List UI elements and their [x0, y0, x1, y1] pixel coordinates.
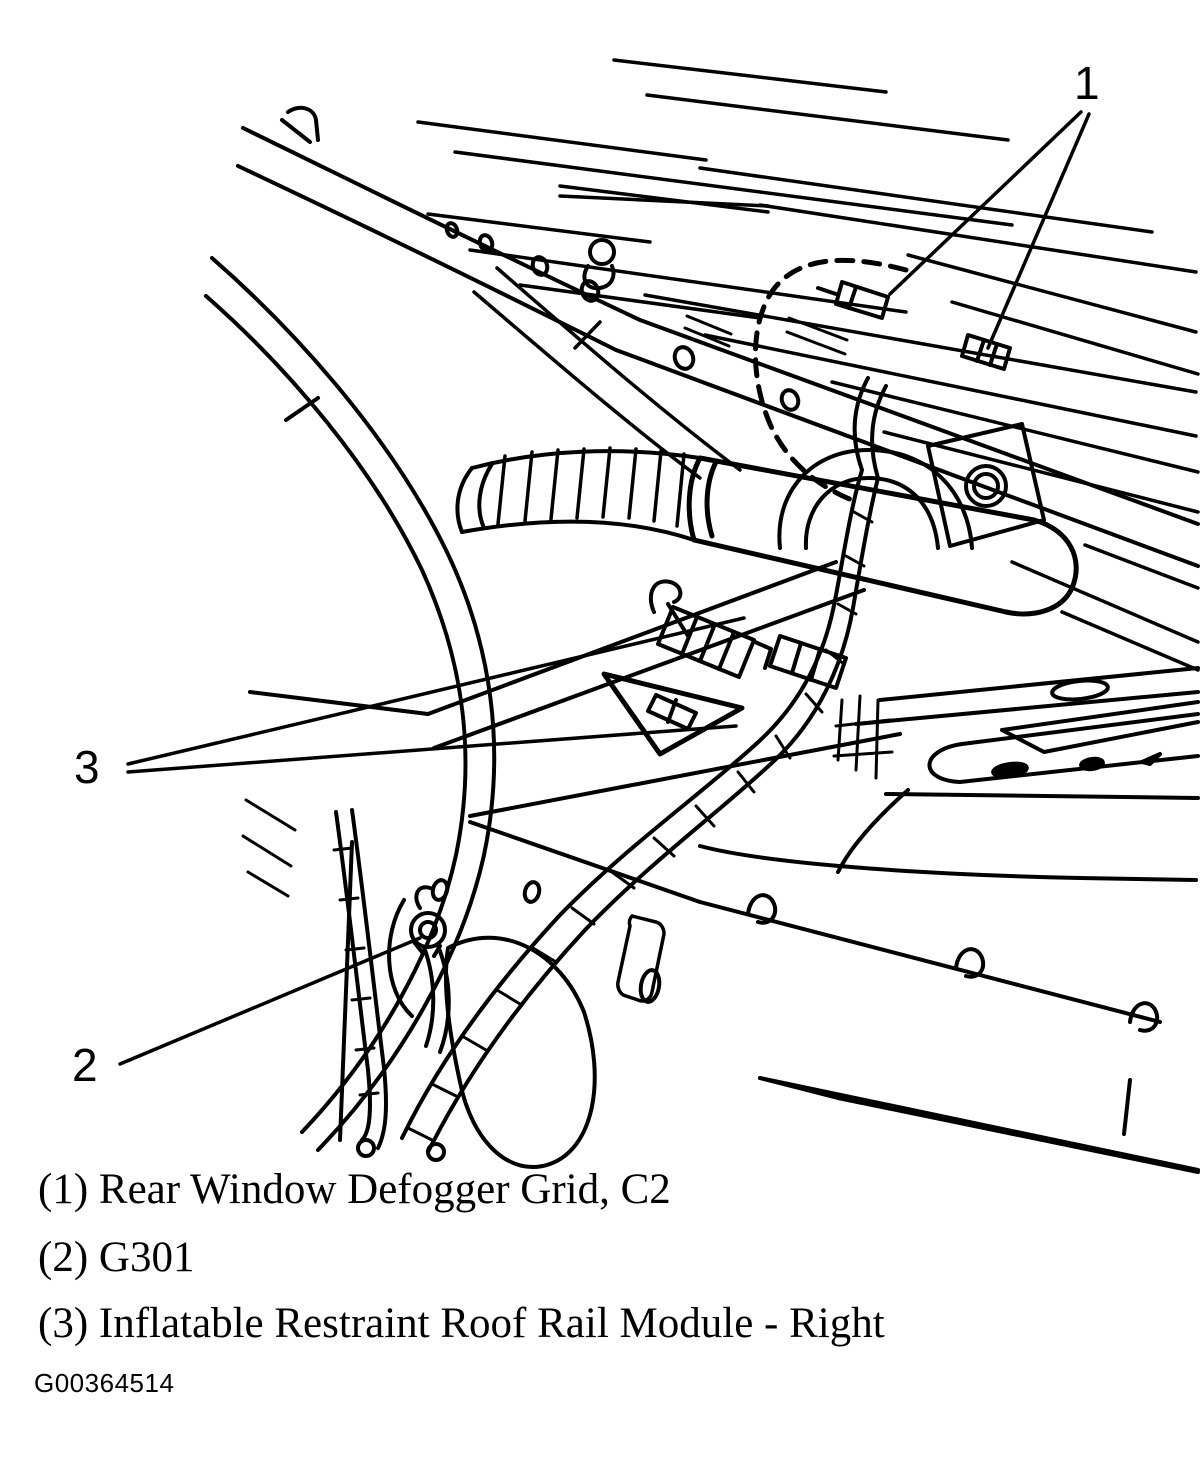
figure-code: G00364514: [34, 1368, 175, 1398]
legend-line-3: (3) Inflatable Restraint Roof Rail Module - Right: [38, 1300, 885, 1347]
flange-slot: [685, 316, 731, 346]
harness-eyelet: [428, 1144, 444, 1160]
panel-opening: [446, 938, 595, 1167]
leader-3b: [128, 726, 736, 772]
roof-rail-module: [457, 448, 1076, 754]
corrugated-conduit: [457, 448, 700, 540]
callout-leader-lines: [120, 112, 1089, 1064]
flange-slot: [787, 318, 847, 354]
harness-eyelet: [358, 1140, 374, 1156]
legend-line-2: (2) G301: [38, 1234, 195, 1281]
inflator-cylinder: [689, 458, 1076, 614]
callout-1-marker: 1: [1074, 57, 1100, 109]
bracket-plate: [779, 424, 1044, 548]
rear-window-hatching: [418, 57, 1198, 670]
callout-3-marker: 3: [74, 741, 100, 793]
parcel-shelf: [838, 668, 1198, 872]
legend-line-1: (1) Rear Window Defogger Grid, C2: [38, 1166, 671, 1213]
leader-1b: [988, 114, 1089, 348]
callout-2-marker: 2: [72, 1039, 98, 1091]
frame-stud: [590, 240, 614, 264]
window-flange-band: [445, 222, 1198, 566]
